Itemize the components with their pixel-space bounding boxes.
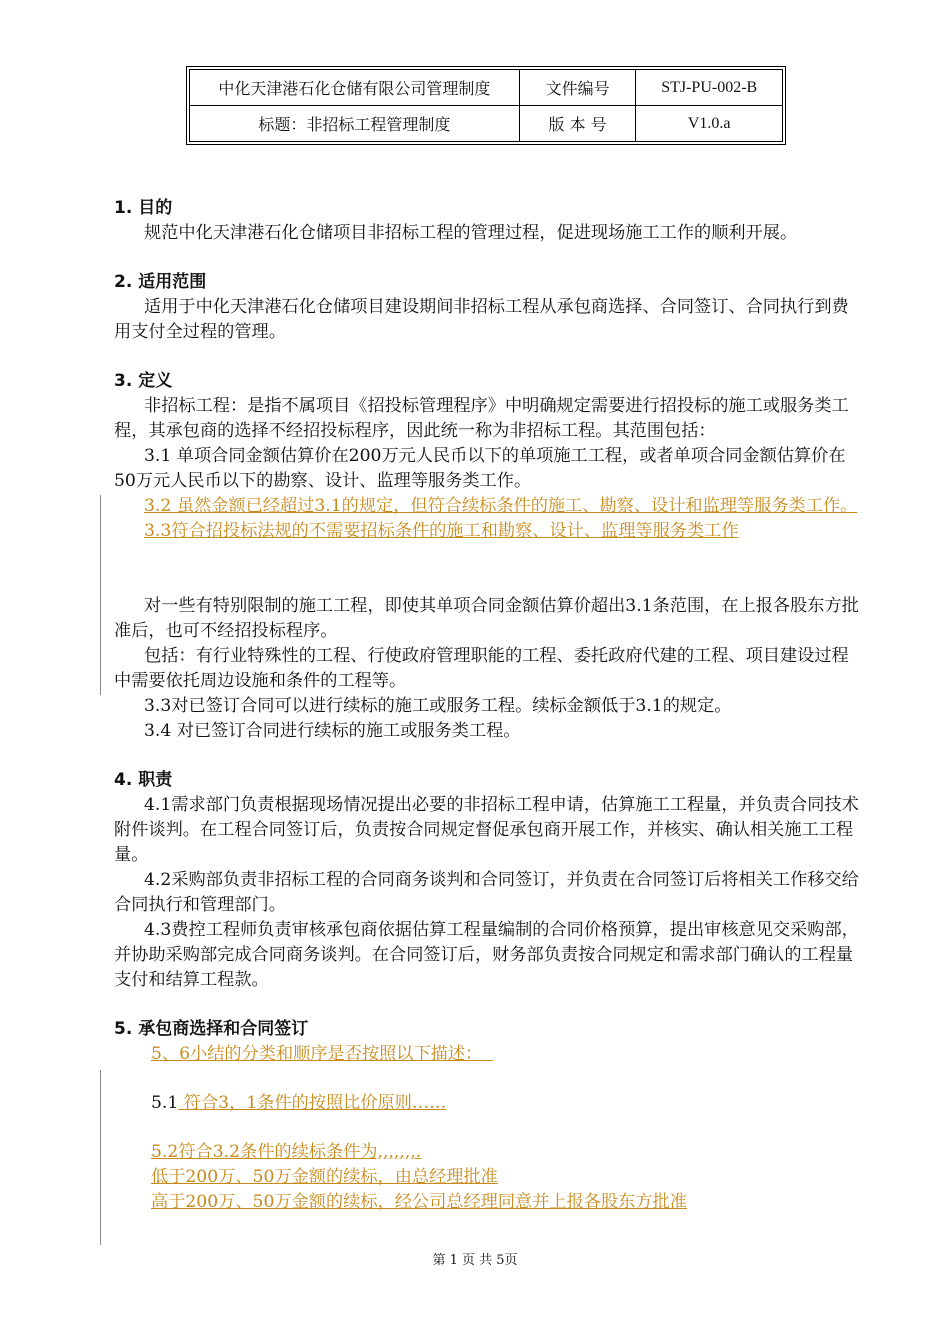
change-bar xyxy=(100,495,101,695)
contractor-5-2: 5.2符合3.2条件的续标条件为,,,,,,,. xyxy=(151,1142,422,1162)
section-heading-purpose: 1. 目的 xyxy=(114,198,173,218)
doc-no-label: 文件编号 xyxy=(519,70,636,106)
document-header-table xyxy=(189,69,783,142)
revision-text: 符合3，1条件的按照比价原则…… xyxy=(178,1093,447,1113)
item-number: 5.1 xyxy=(151,1093,179,1113)
responsibility-4-2: 4.2采购部负责非招标工程的合同商务谈判和合同签订，并负责在合同签订后将相关工作移交给合同执行和管理部门。 xyxy=(114,870,859,915)
doc-no-value: STJ-PU-002-B xyxy=(636,70,783,106)
responsibility-4-3: 4.3费控工程师负责审核承包商依据估算工程量编制的合同价格预算，提出审核意见交采购部，并协助采购部完成合同商务谈判。在合同签订后，财务部负责按合同规定和需求部门确认的工程量支付和结算工程款。 xyxy=(114,920,859,990)
page-footer: 第 1 页 共 5页 xyxy=(432,1253,518,1268)
section-heading-contractor: 5. 承包商选择和合同签订 xyxy=(114,1019,309,1039)
definition-item-3-3-revision xyxy=(114,519,864,544)
definition-para: 非招标工程：是指不属项目《招投标管理程序》中明确规定需要进行招投标的施工或服务类工程，其承包商的选择不经招投标程序，因此统一称为非招标工程。其范围包括： xyxy=(114,396,849,441)
revision-text: 3.3符合招投标法规的不需要招标条件的施工和勘察、设计、监理等服务类工作 xyxy=(144,521,739,541)
item-number: 3.2 xyxy=(144,496,177,516)
definition-item-3-2 xyxy=(114,494,864,519)
section-heading-definition: 3. 定义 xyxy=(114,371,173,391)
company-policy-cell: 中化天津港石化仓储有限公司管理制度 xyxy=(190,70,520,106)
contractor-question: 5、6小结的分类和顺序是否按照以下描述： xyxy=(151,1044,483,1064)
definition-item-3-3: 3.3对已签订合同可以进行续标的施工或服务工程。续标金额低于3.1的规定。 xyxy=(144,696,732,716)
version-value: V1.0.a xyxy=(636,106,783,142)
section-heading-scope: 2. 适用范围 xyxy=(114,272,207,292)
responsibility-4-1: 4.1需求部门负责根据现场情况提出必要的非招标工程申请，估算施工工程量，并负责合同技术附件谈判。在工程合同签订后，负责按合同规定督促承包商开展工作，并核实、确认相关施工工程量。 xyxy=(114,795,859,865)
section-heading-responsibilities: 4. 职责 xyxy=(114,770,173,790)
purpose-text: 规范中化天津港石化仓储项目非招标工程的管理过程，促进现场施工工作的顺利开展。 xyxy=(144,223,798,243)
definition-includes-para: 包括：有行业特殊性的工程、行使政府管理职能的工程、委托政府代建的工程、项目建设过程中需要依托周边设施和条件的工程等。 xyxy=(114,646,849,691)
contractor-above-threshold: 高于200万、50万金额的续标，经公司总经理同意并上报各股东方批准 xyxy=(151,1192,687,1212)
change-bar xyxy=(100,1070,101,1245)
contractor-5-1 xyxy=(114,1091,864,1116)
doc-title-cell: 标题：非招标工程管理制度 xyxy=(190,106,520,142)
revision-text: 虽然金额已经超过3.1的规定，但符合续标条件的施工、勘察、设计和监理等服务类工作。 xyxy=(176,496,858,516)
definition-item-3-1: 3.1 单项合同金额估算价在200万元人民币以下的单项施工工程，或者单项合同金额估算价在50万元人民币以下的勘察、设计、监理等服务类工作。 xyxy=(114,446,846,491)
definition-item-3-4: 3.4 对已签订合同进行续标的施工或服务类工程。 xyxy=(144,721,521,741)
version-label: 版 本 号 xyxy=(519,106,636,142)
contractor-below-threshold: 低于200万、50万金额的续标，由总经理批准 xyxy=(151,1167,498,1187)
document-body xyxy=(114,196,864,1215)
definition-special-para: 对一些有特别限制的施工工程，即使其单项合同金额估算价超出3.1条范围，在上报各股东方批准后，也可不经招投标程序。 xyxy=(114,596,859,641)
scope-text: 适用于中化天津港石化仓储项目建设期间非招标工程从承包商选择、合同签订、合同执行到费用支付全过程的管理。 xyxy=(114,297,849,342)
